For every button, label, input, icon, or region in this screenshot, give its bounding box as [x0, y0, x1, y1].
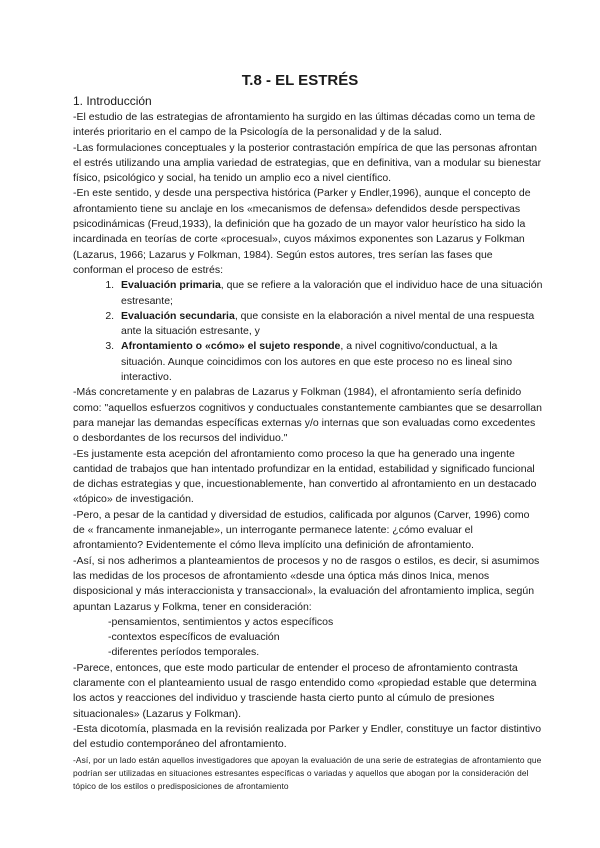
list-item-bold: Afrontamiento o «cómo» el sujeto responde — [121, 340, 341, 353]
paragraph-6: -Pero, a pesar de la cantidad y diversidad de estudios, calificada por algunos (Carver, 1996) como de « francamente inmanejable», un interrogante permanece latente: ¿cómo evaluar el afrontamiento? Evidentemente el cómo lleva implícito una definición de afrontamiento. — [73, 508, 530, 552]
paragraph-3: -En este sentido, y desde una perspectiva histórica (Parker y Endler,1996), aunque el concepto de afrontamiento tiene su anclaje en los «mecanismos de defensa» defendidos desde perspectivas psicodinámicas (Freud,1933), la definición que ha gozado de un mayor valor heurístico ha sido la incardinada en teorías de corte «procesual», cuyos máximos exponentes son Lazarus y Folkman (Lazarus, 1966; Lazarus y Folkman, 1984). Según estos autores, tres serían las fases que conforman el proceso de estrés: — [73, 187, 531, 276]
paragraph-10: -Así, por un lado están aquellos investigadores que apoyan la evaluación de una serie de estrategias de afrontamiento que podrían ser utilizadas en situaciones estresantes específicas o variadas y aquellos que abogan por la consideración del tópico de los estilos o predisposiciones de afrontamiento — [73, 755, 542, 791]
sub-item: -pensamientos, sentimientos y actos específicos — [108, 615, 334, 628]
paragraph-4: -Más concretamente y en palabras de Lazarus y Folkman (1984), el afrontamiento sería definido como: "aquellos esfuerzos cognitivos y conductuales constantemente cambiantes que se desarrollan para manejar las demandas específicas externas y/o internas que son evaluadas como excedentes o desbordantes de los recursos del individuo." — [73, 386, 542, 445]
document-title: T.8 - EL ESTRÉS — [241, 72, 359, 89]
list-item-text: , que se refiere a la valoración que el individuo hace de una situación estresante; — [121, 279, 543, 307]
section-heading: 1. Introducción — [73, 94, 152, 108]
list-item-text: , que consiste en la elaboración a nivel mental de una respuesta ante la situación estresante, y — [121, 309, 535, 338]
sub-item: -contextos específicos de evaluación — [108, 631, 280, 644]
list-item-bold: Evaluación secundaria — [121, 309, 235, 322]
paragraph-2: -Las formulaciones conceptuales y la posterior contrastación empírica de que las personas afrontan el estrés utilizando una amplia variedad de estrategias, que en definitiva, van a modular su bienestar físico, psicológico y social, ha tenido un amplio eco a nivel científico. — [73, 141, 542, 185]
paragraph-5: -Es justamente esta acepción del afrontamiento como proceso la que ha generado una ingente cantidad de trabajos que han intentado profundizar en la entidad, estabilidad y significado funcional de dichas estrategias y que, incuestionablemente, han convertido al afrontamiento en un destacado «tópico» de investigación. — [73, 447, 537, 506]
list-item — [117, 278, 543, 309]
list-item-bold: Evaluación primaria — [121, 279, 221, 292]
paragraph-7: -Así, si nos adherimos a planteamientos de procesos y no de rasgos o estilos, es decir, si asumimos las medidas de los procesos de afrontamiento «desde una óptica más dinos Inica, menos disposicional y más interaccionista y transaccional», la evaluación del afrontamiento implica, según apuntan Lazarus y Folkma, tener en consideración: — [73, 554, 540, 613]
paragraph-1: -El estudio de las estrategias de afrontamiento ha surgido en las últimas décadas como un tema de interés prioritario en el campo de la Psicología de la personalidad y de la salud. — [73, 111, 536, 139]
phases-list — [73, 278, 543, 385]
paragraph-9: -Esta dicotomía, plasmada en la revisión realizada por Parker y Endler, constituye un factor distintivo del estudio contemporáneo del afrontamiento. — [73, 722, 542, 751]
paragraph-8: -Parece, entonces, que este modo particular de entender el proceso de afrontamiento contrasta claramente con el planteamiento usual de rasgo entendido como «propiedad estable que determina los actos y reacciones del individuo y trasciende hasta cierto punto al cúmulo de presiones situacionales» (Lazarus y Folkman). — [73, 661, 537, 720]
list-item-text: , a nivel cognitivo/conductual, a la situación. Aunque coincidimos con los autores en que este proceso no es lineal sino interactivo. — [121, 340, 513, 384]
list-item — [117, 339, 543, 385]
list-item — [117, 309, 543, 340]
sub-item: -diferentes períodos temporales. — [108, 646, 260, 659]
document-body — [73, 94, 543, 792]
